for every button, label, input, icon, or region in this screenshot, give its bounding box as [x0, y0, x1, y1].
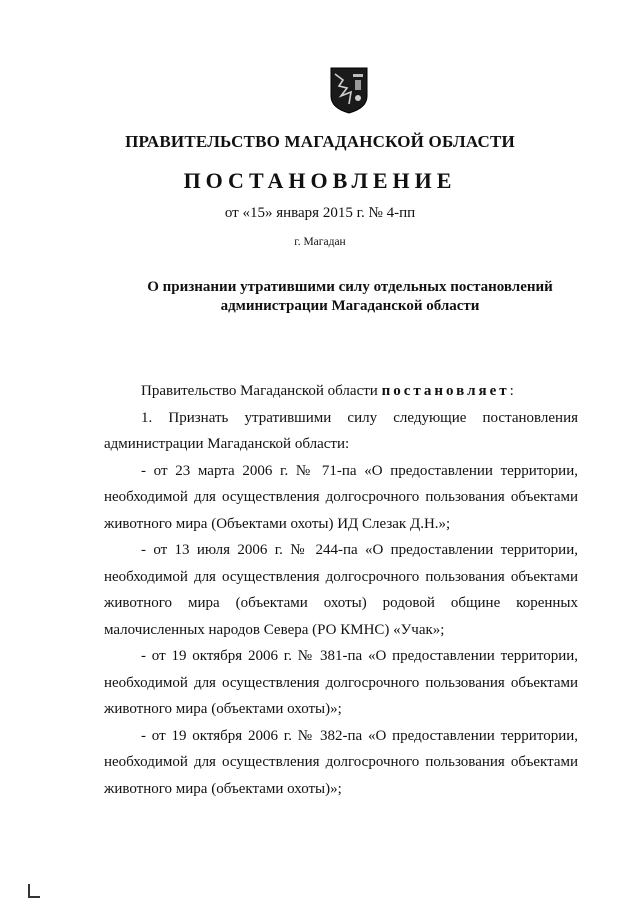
- list-item: - от 23 марта 2006 г. № 71-па «О предоставлении территории, необходимой для осуществления долгосрочного пользования объектами животного мира (Объектами охоты) ИД Слезак Д.Н.»;: [104, 462, 578, 532]
- scan-edge-mark: [28, 896, 40, 898]
- document-type: ПОСТАНОВЛЕНИЕ: [183, 168, 457, 193]
- subject-line-2: администрации Магаданской области: [220, 298, 480, 314]
- document-date-number: от «15» января 2015 г. № 4-пп: [224, 205, 416, 221]
- list-item: - от 13 июля 2006 г. № 244-па «О предоставлении территории, необходимой для осуществления долгосрочного пользования объектами животного мира (объектами охоты) родовой общине коренных малочисленных народов Севера (РО КМНС) «Учак»;: [104, 542, 578, 638]
- document-body: [104, 378, 578, 802]
- government-name: ПРАВИТЕЛЬСТВО МАГАДАНСКОЙ ОБЛАСТИ: [125, 132, 515, 151]
- item-1-paragraph: 1. Признать утратившими силу следующие постановления администрации Магаданской области:: [104, 409, 578, 452]
- list-item: - от 19 октября 2006 г. № 381-па «О предоставлении территории, необходимой для осуществления долгосрочного пользования объектами животного мира (объектами охоты)»;: [104, 648, 578, 717]
- subject-line-1: О признании утратившими силу отдельных постановлений: [147, 279, 553, 295]
- document-subject: [90, 278, 610, 316]
- intro-paragraph: [104, 378, 578, 405]
- intro-prefix: Правительство Магаданской области: [141, 383, 382, 399]
- intro-keyword: постановляет: [381, 383, 510, 399]
- document-city: г. Магадан: [294, 236, 346, 248]
- intro-suffix: :: [509, 383, 514, 399]
- list-item: - от 19 октября 2006 г. № 382-па «О предоставлении территории, необходимой для осуществления долгосрочного пользования объектами животного мира (объектами охоты)»;: [104, 727, 578, 797]
- coat-of-arms-icon: [329, 66, 369, 114]
